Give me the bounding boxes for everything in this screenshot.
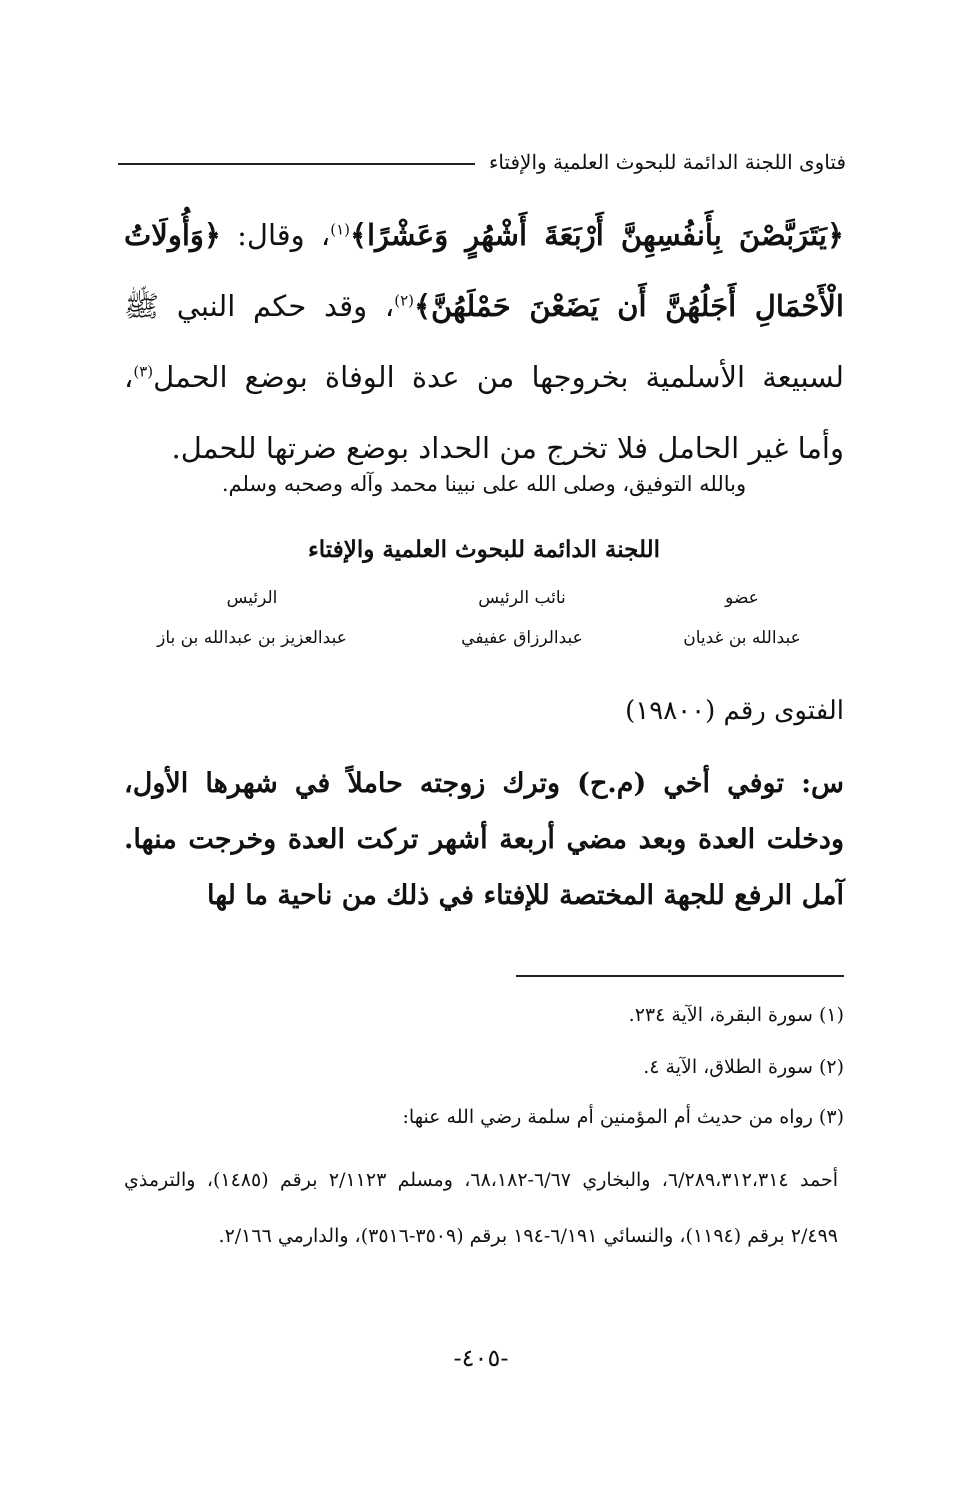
footnote-rule — [516, 975, 844, 977]
answer-text-2: ، وقد حكم النبي ﷺ لسبيعة الأسلمية بخروجها من عدة الوفاة بوضع الحمل — [124, 289, 844, 394]
footnote-3-references: أحمد ٦/٢٨٩،٣١٢،٣١٤، والبخاري ٦/٦٧-٦٨،١٨٢، ومسلم ٢/١١٢٣ برقم (١٤٨٥)، والترمذي ٢/٤٩٩ برقم (١١٩٤)، والنسائي ٦/١٩١-١٩٤ برقم (٣٥٠٩-٣٥١٦)، والدارمي ٢/١٦٦. — [124, 1169, 838, 1247]
footnote-ref-1: (١) — [330, 220, 350, 239]
committee-title: اللجنة الدائمة للبحوث العلمية والإفتاء — [307, 536, 661, 563]
page-number: -٤٠٥- — [453, 1344, 509, 1372]
answer-text-3: ، وأما غير الحامل فلا تخرج من الحداد بوضع ضرتها للحمل. — [124, 360, 844, 465]
closing-line: وبالله التوفيق، وصلى الله على نبينا محمد وآله وصحبه وسلم. — [221, 472, 747, 496]
question-paragraph: س: توفي أخي (م.ح) وترك زوجته حاملاً في شهرها الأول، ودخلت العدة وبعد مضي أربعة أشهر تركت العدة وخرجت منها. آمل الرفع للجهة المختصة للإفتاء في ذلك من ناحية ما لها — [124, 768, 844, 911]
footnote-ref-2: (٢) — [394, 291, 414, 310]
quran-verse-2: ﴿وَأُولَاتُ الْأَحْمَالِ أَجَلُهُنَّ أَن يَضَعْنَ حَمْلَهُنَّ﴾ — [124, 218, 844, 323]
header-rule — [118, 163, 475, 165]
footnote-3: (٣) رواه من حديث أم المؤمنين أم سلمة رضي الله عنها: — [402, 1106, 844, 1128]
signatory-name: عبدالعزيز بن عبدالله بن باز — [157, 628, 347, 648]
answer-paragraph — [124, 200, 844, 484]
signatory-name: عبدالرزاق عفيفي — [461, 628, 583, 648]
signatory-name: عبدالله بن غديان — [683, 628, 801, 648]
answer-text-1: ، وقال: — [220, 218, 331, 252]
signatory-role: نائب الرئيس — [478, 588, 566, 608]
quran-verse-1: ﴿يَتَرَبَّصْنَ بِأَنفُسِهِنَّ أَرْبَعَةَ أَشْهُرٍ وَعَشْرًا﴾ — [350, 218, 844, 252]
footnote-ref-3: (٣) — [133, 362, 154, 381]
footnote-2: (٢) سورة الطلاق، الآية ٤. — [643, 1056, 844, 1078]
footnote-1: (١) سورة البقرة، الآية ٢٣٤. — [628, 1004, 844, 1026]
signatory-role: الرئيس — [226, 588, 278, 608]
signatory-role: عضو — [725, 588, 759, 608]
running-header — [118, 146, 846, 178]
header-title: فتاوى اللجنة الدائمة للبحوث العلمية والإفتاء — [488, 150, 846, 174]
fatwa-number: الفتوى رقم (١٩٨٠٠) — [625, 696, 844, 726]
